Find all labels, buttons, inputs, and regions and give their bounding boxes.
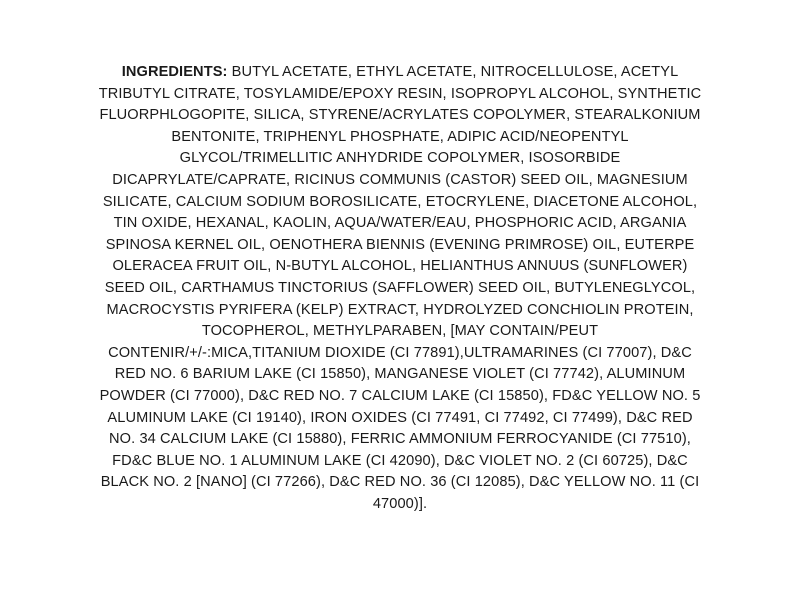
ingredients-paragraph xyxy=(98,62,702,515)
ingredients-heading: INGREDIENTS: xyxy=(121,64,228,80)
ingredients-list: BUTYL ACETATE, ETHYL ACETATE, NITROCELLULOSE, ACETYL TRIBUTYL CITRATE, TOSYLAMIDE/EPOXY RESIN, ISOPROPYL ALCOHOL, SYNTHETIC FLUORPHLOGOPITE, SILICA, STYRENE/ACRYLATES COPOLYMER, STEARALKONIUM BENTONITE, TRIPHENYL PHOSPHATE, ADIPIC ACID/NEOPENTYL GLYCOL/TRIMELLITIC ANHYDRIDE COPOLYMER, ISOSORBIDE DICAPRYLATE/CAPRATE, RICINUS COMMUNIS (CASTOR) SEED OIL, MAGNESIUM SILICATE, CALCIUM SODIUM BOROSILICATE, ETOCRYLENE, DIACETONE ALCOHOL, TIN OXIDE, HEXANAL, KAOLIN, AQUA/WATER/EAU, PHOSPHORIC ACID, ARGANIA SPINOSA KERNEL OIL, OENOTHERA BIENNIS (EVENING PRIMROSE) OIL, EUTERPE OLERACEA FRUIT OIL, N-BUTYL ALCOHOL, HELIANTHUS ANNUUS (SUNFLOWER) SEED OIL, CARTHAMUS TINCTORIUS (SAFFLOWER) SEED OIL, BUTYLENEGLYCOL, MACROCYSTIS PYRIFERA (KELP) EXTRACT, HYDROLYZED CONCHIOLIN PROTEIN, TOCOPHEROL, METHYLPARABEN, [MAY CONTAIN/PEUT CONTENIR/+/-:MICA,TITANIUM DIOXIDE (CI 77891),ULTRAMARINES (CI 77007), D&C RED NO. 6 BARIUM LAKE (CI 15850), MANGANESE VIOLET (CI 77742), ALUMINUM POWDER (CI 77000), D&C RED NO. 7 CALCIUM LAKE (CI 15850), FD&C YELLOW NO. 5 ALUMINUM LAKE (CI 19140), IRON OXIDES (CI 77491, CI 77492, CI 77499), D&C RED NO. 34 CALCIUM LAKE (CI 15880), FERRIC AMMONIUM FERROCYANIDE (CI 77510), FD&C BLUE NO. 1 ALUMINUM LAKE (CI 42090), D&C VIOLET NO. 2 (CI 60725), D&C BLACK NO. 2 [NANO] (CI 77266), D&C RED NO. 36 (CI 12085), D&C YELLOW NO. 11 (CI 47000)]. xyxy=(98,64,702,512)
